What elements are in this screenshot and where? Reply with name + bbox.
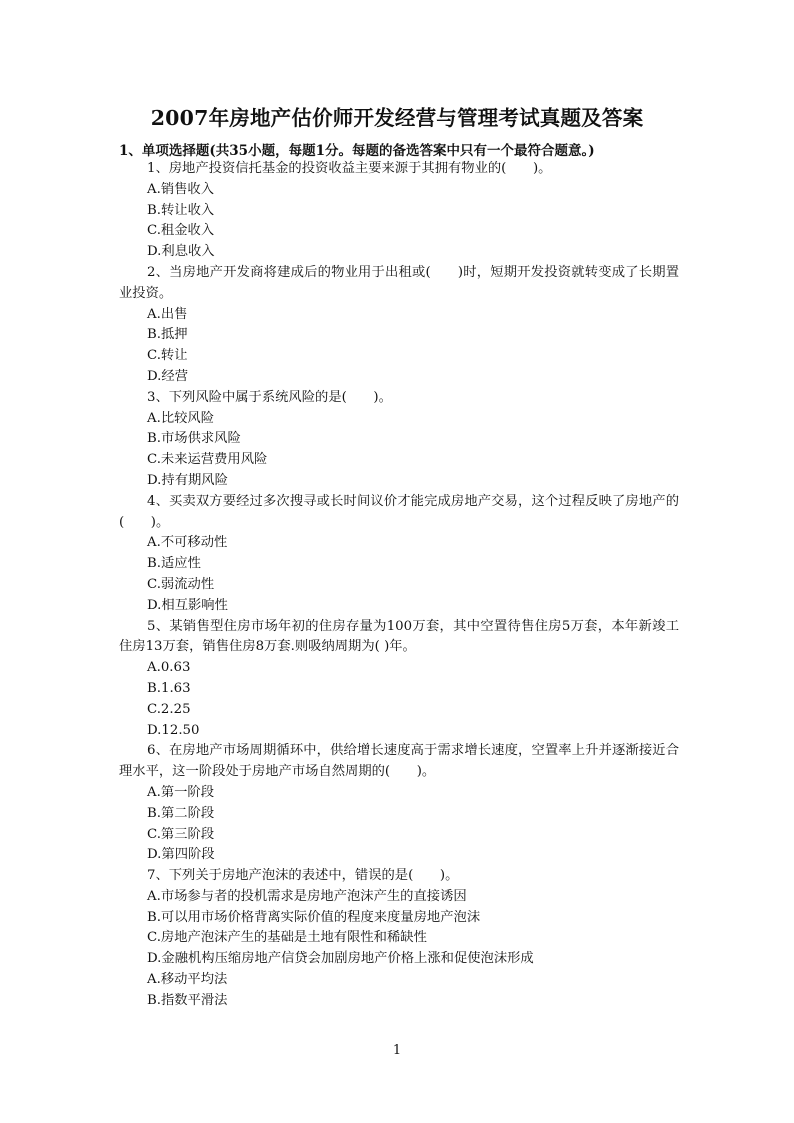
question-5-option-a: A.0.63 [147, 660, 191, 676]
question-3-option-c: C.未来运营费用风险 [147, 452, 268, 468]
question-4-option-a: A.不可移动性 [147, 535, 228, 551]
question-8-option-b: B.指数平滑法 [147, 992, 228, 1008]
question-4-option-c: C.弱流动性 [147, 576, 215, 592]
question-6-option-d: D.第四阶段 [147, 847, 215, 863]
page-number: 1 [392, 1043, 402, 1058]
question-6: 6、在房地产市场周期循环中，供给增长速度高于需求增长速度，空置率上升并逐渐接近合理水平，这一阶段处于房地产市场自然周期的( )。 [119, 743, 679, 780]
question-2-option-b: B.抵押 [147, 327, 188, 343]
question-list [119, 159, 679, 1012]
question-4-option-d: D.相互影响性 [147, 597, 228, 613]
question-5-option-b: B.1.63 [147, 680, 191, 696]
question-3: 3、下列风险中属于系统风险的是( )。 [147, 389, 392, 405]
question-2-option-c: C.转让 [147, 348, 188, 364]
question-1-option-c: C.租金收入 [147, 223, 215, 239]
question-7-option-b: B.可以用市场价格背离实际价值的程度来度量房地产泡沫 [147, 909, 481, 925]
question-3-option-b: B.市场供求风险 [147, 431, 241, 447]
question-7-option-a: A.市场参与者的投机需求是房地产泡沫产生的直接诱因 [147, 888, 467, 904]
question-6-option-b: B.第二阶段 [147, 805, 215, 821]
question-5: 5、某销售型住房市场年初的住房存量为100万套，其中空置待售住房5万套，本年新竣工住房13万套，销售住房8万套.则吸纳周期为( )年。 [119, 618, 679, 655]
document-title: 2007年房地产估价师开发经营与管理考试真题及答案 [150, 106, 644, 130]
question-7: 7、下列关于房地产泡沫的表述中，错误的是( )。 [147, 868, 459, 884]
question-8-option-a: A.移动平均法 [147, 972, 228, 988]
question-4-option-b: B.适应性 [147, 556, 201, 572]
question-6-option-c: C.第三阶段 [147, 826, 215, 842]
question-2-option-d: D.经营 [147, 368, 189, 384]
question-3-option-d: D.持有期风险 [147, 472, 228, 488]
question-1-option-a: A.销售收入 [147, 181, 215, 197]
question-2-option-a: A.出售 [147, 306, 188, 322]
question-5-option-c: C.2.25 [147, 701, 191, 717]
question-5-option-d: D.12.50 [147, 722, 200, 738]
question-1: 1、房地产投资信托基金的投资收益主要来源于其拥有物业的( )。 [147, 161, 552, 176]
question-2: 2、当房地产开发商将建成后的物业用于出租或( )时，短期开发投资就转变成了长期置业投资。 [119, 264, 679, 301]
question-4: 4、买卖双方要经过多次搜寻或长时间议价才能完成房地产交易，这个过程反映了房地产的( )。 [119, 493, 679, 530]
question-7-option-d: D.金融机构压缩房地产信贷会加剧房地产价格上涨和促使泡沫形成 [147, 951, 534, 967]
question-6-option-a: A.第一阶段 [147, 784, 215, 800]
question-1-option-d: D.利息收入 [147, 244, 215, 260]
question-3-option-a: A.比较风险 [147, 410, 215, 426]
section-heading: 1、单项选择题(共35小题，每题1分。每题的备选答案中只有一个最符合题意。) [119, 143, 595, 159]
question-7-option-c: C.房地产泡沫产生的基础是土地有限性和稀缺性 [147, 930, 427, 946]
question-1-option-b: B.转让收入 [147, 202, 215, 218]
